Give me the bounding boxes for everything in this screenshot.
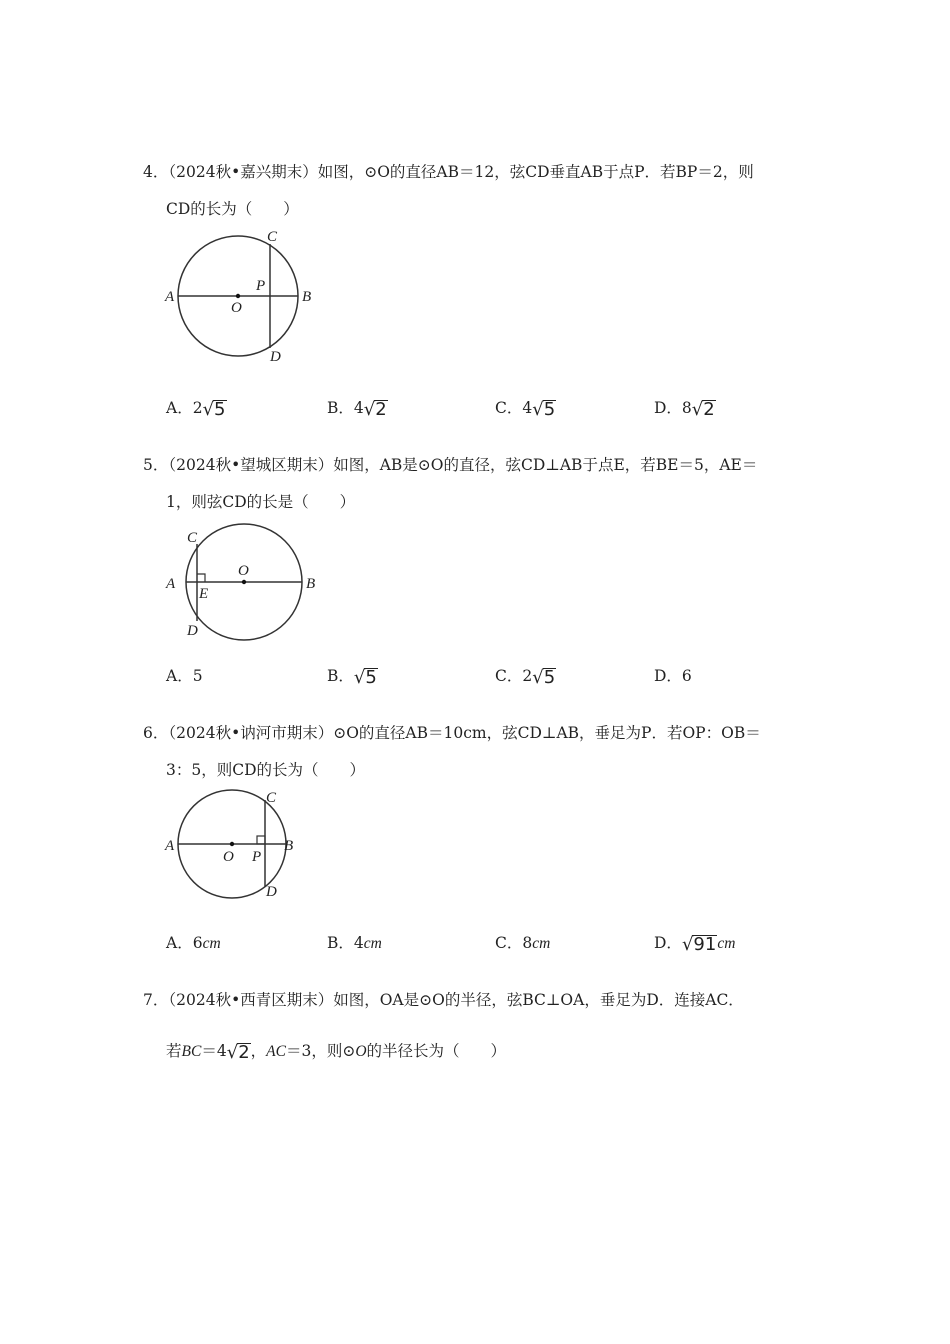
question-7-number: 7． [143,991,169,1009]
question-5-option-c[interactable]: C．2√5 [495,667,556,688]
question-6-option-c[interactable]: C．8cm [495,934,551,952]
label-o: O [238,563,249,579]
question-4-text-1: 如图，⊙O的直径AB＝12，弦CD垂直AB于点P．若BP＝2，则 [317,163,754,181]
question-6-line-1 [143,723,761,743]
question-7-line-2: 若BC＝4√2，AC＝3，则⊙O的半径长为（ ） [166,1042,507,1063]
right-angle-mark [197,574,205,582]
question-6-figure [160,786,330,906]
question-6-line-2: 3：5，则CD的长为（ ） [166,761,366,779]
question-4-line-2: CD的长为（ ） [166,200,299,218]
question-5-number: 5． [143,456,169,474]
question-5-line-2: 1，则弦CD的长是（ ） [166,493,356,511]
question-4-option-d[interactable]: D．8√2 [654,399,715,420]
question-5-option-a[interactable]: A．5 [166,667,203,685]
label-c: C [267,229,278,245]
label-o: O [223,849,234,865]
label-d: D [187,623,198,639]
label-a: A [165,289,175,305]
question-5-figure [160,520,330,650]
question-5-source: （2024秋•望城区期末） [168,456,334,474]
question-6-number: 6． [143,724,169,742]
label-e: E [199,586,209,602]
label-b: B [284,838,294,854]
question-6-option-d[interactable]: D．√91cm [654,934,736,955]
right-angle-mark [257,836,265,844]
question-4-figure [160,226,330,366]
label-c: C [187,530,198,546]
question-7-text-1: 如图，OA是⊙O的半径，弦BC⊥OA，垂足为D．连接AC． [333,991,744,1009]
question-4-line-1 [143,162,754,182]
label-c: C [266,790,277,806]
label-p: P [252,849,262,865]
label-a: A [166,576,176,592]
label-a: A [165,838,175,854]
question-6-source: （2024秋•讷河市期末） [168,724,334,742]
question-7-source: （2024秋•西青区期末） [168,991,334,1009]
center-point [236,294,240,298]
question-4-source: （2024秋•嘉兴期末） [168,163,318,181]
label-b: B [302,289,312,305]
label-b: B [306,576,316,592]
question-4-option-b[interactable]: B．4√2 [327,399,387,420]
question-5-option-d[interactable]: D．6 [654,667,692,685]
question-4-number: 4． [143,163,169,181]
question-6-option-a[interactable]: A．6cm [166,934,221,952]
question-5-option-b[interactable]: B．√5 [327,667,377,688]
question-4-option-a[interactable]: A．2√5 [166,399,226,420]
question-7-line-1 [143,990,744,1010]
label-o: O [231,300,242,316]
center-point [242,580,246,584]
question-5-text-1: 如图，AB是⊙O的直径，弦CD⊥AB于点E，若BE＝5，AE＝ [333,456,758,474]
label-p: P [256,278,266,294]
question-6-text-1: ⊙O的直径AB＝10cm，弦CD⊥AB，垂足为P．若OP：OB＝ [333,724,761,742]
question-5-line-1 [143,455,757,475]
question-4-option-c[interactable]: C．4√5 [495,399,556,420]
center-point [230,842,234,846]
label-d: D [270,349,281,365]
label-d: D [266,884,277,900]
question-6-option-b[interactable]: B．4cm [327,934,382,952]
